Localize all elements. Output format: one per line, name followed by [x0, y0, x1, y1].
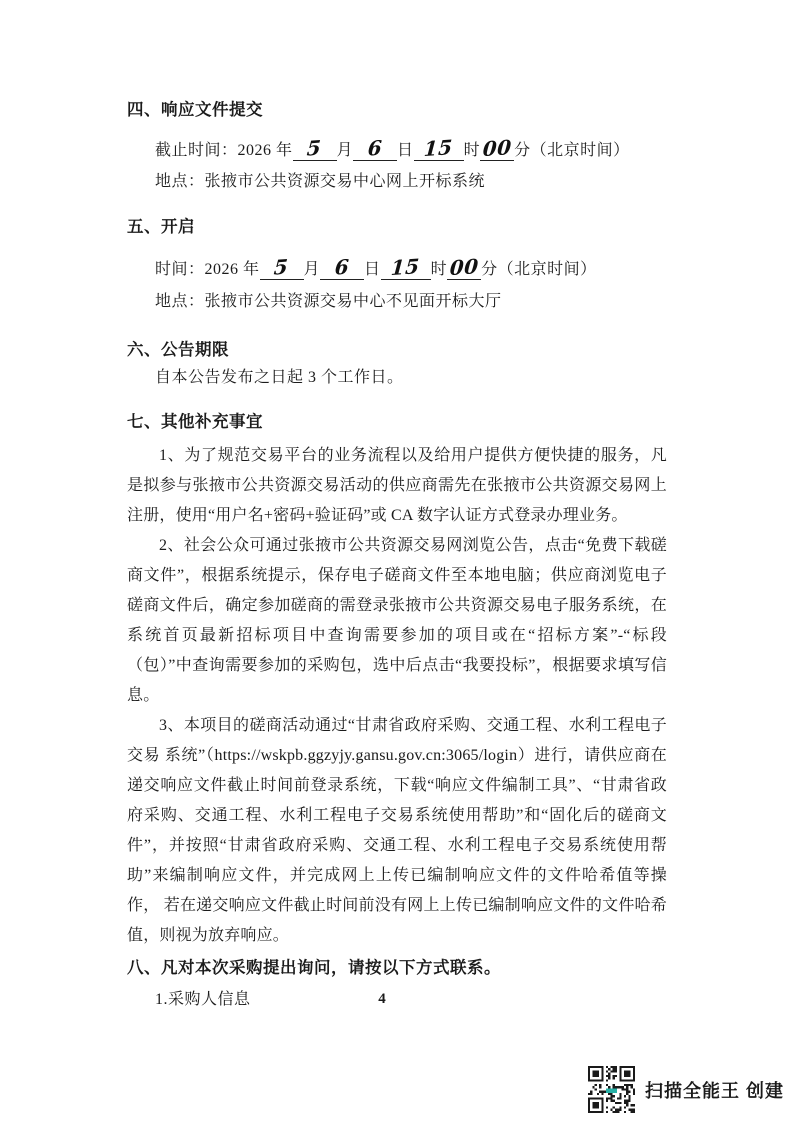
- scanner-watermark-text: 扫描全能王 创建: [645, 1080, 785, 1101]
- opening-hour-unit: 时: [430, 261, 448, 278]
- deadline-month-blank: [293, 137, 337, 161]
- handwritten-hour: 15: [390, 253, 421, 281]
- opening-month-blank: [260, 256, 304, 280]
- supplementary-paragraph-1: 1、为了规范交易平台的业务流程以及给用户提供方便快捷的服务，凡是拟参与张掖市公共资源交易活动的供应商需先在张掖市公共资源交易网上注册，使用“用户名+密码+验证码”或 CA 数字认证方式登录办理业务。: [127, 447, 667, 524]
- opening-day-blank: [320, 256, 364, 280]
- opening-hour-blank: [381, 253, 431, 281]
- opening-timezone: （北京时间）: [497, 261, 597, 278]
- opening-month-unit: 月: [303, 261, 321, 278]
- handwritten-minute: 00: [448, 253, 480, 281]
- opening-time-year: 2026 年: [204, 261, 260, 278]
- submission-location-line: 地点：张掖市公共资源交易中心网上开标系统: [155, 173, 486, 190]
- opening-time-line: [127, 253, 667, 282]
- deadline-timezone: （北京时间）: [530, 142, 630, 159]
- section-8-heading: 八、凡对本次采购提出询问，请按以下方式联系。: [127, 958, 501, 977]
- section-4-heading: 四、响应文件提交: [127, 100, 263, 119]
- deadline-line: [127, 134, 667, 163]
- section-5-heading: 五、开启: [127, 217, 195, 236]
- section-7-heading: 七、其他补充事宜: [127, 412, 263, 431]
- supplementary-paragraph-2: 2、社会公众可通过张掖市公共资源交易网浏览公告，点击“免费下载磋商文件”，根据系统提示，保存电子磋商文件至本地电脑；供应商浏览电子磋商文件后，确定参加磋商的需登录张掖市公共资源交易电子服务系统，在系统首页最新招标项目中查询需要参加的项目或在“招标方案”-“标段（包）”中查询需要参加的采购包，选中后点击“我要投标”，根据要求填写信息。: [127, 537, 667, 704]
- page-number: 4: [378, 991, 386, 1007]
- handwritten-month: 5: [306, 135, 323, 161]
- handwritten-day: 6: [366, 135, 383, 161]
- handwritten-hour: 15: [423, 134, 454, 162]
- deadline-minute-unit: 分: [514, 142, 531, 159]
- deadline-hour-unit: 时: [463, 142, 481, 159]
- deadline-hour-blank: [414, 134, 464, 162]
- qr-center-logo: [606, 1088, 617, 1092]
- scanner-watermark: [588, 1066, 784, 1113]
- document-content: [127, 0, 667, 1010]
- handwritten-day: 6: [333, 254, 350, 280]
- qr-code-icon: [588, 1066, 635, 1113]
- deadline-minute-blank: [480, 134, 514, 162]
- handwritten-minute: 00: [481, 134, 513, 162]
- opening-time-label: 时间：: [155, 261, 205, 278]
- deadline-year: 2026 年: [237, 142, 293, 159]
- announcement-period-text: 自本公告发布之日起 3 个工作日。: [155, 369, 404, 386]
- opening-minute-blank: [447, 253, 481, 281]
- section-6-heading: 六、公告期限: [127, 340, 229, 359]
- deadline-month-unit: 月: [336, 142, 354, 159]
- deadline-day-blank: [353, 137, 397, 161]
- deadline-day-unit: 日: [397, 142, 414, 159]
- supplementary-paragraph-3: 3、本项目的磋商活动通过“甘肃省政府采购、交通工程、水利工程电子交易 系统”（https://wskpb.ggzyjy.gansu.gov.cn:3065/login）进行，请供应商在递交响应文件截止时间前登录系统，下载“响应文件编制工具”、“甘肃省政府采购、交通工程、水利工程电子交易系统使用帮助”和“固化后的磋商文件”，并按照“甘肃省政府采购、交通工程、水利工程电子交易系统使用帮 助”来编制响应文件，并完成网上上传已编制响应文件的文件哈希值等操作， 若在递交响应文件截止时间前没有网上上传已编制响应文件的文件哈希值，则视为放弃响应。: [127, 717, 667, 944]
- opening-day-unit: 日: [364, 261, 381, 278]
- opening-minute-unit: 分: [481, 261, 498, 278]
- purchaser-info-subheading: 1.采购人信息: [155, 991, 251, 1008]
- opening-location-line: 地点：张掖市公共资源交易中心不见面开标大厅: [155, 293, 502, 310]
- deadline-label: 截止时间：: [155, 142, 238, 159]
- handwritten-month: 5: [273, 254, 290, 280]
